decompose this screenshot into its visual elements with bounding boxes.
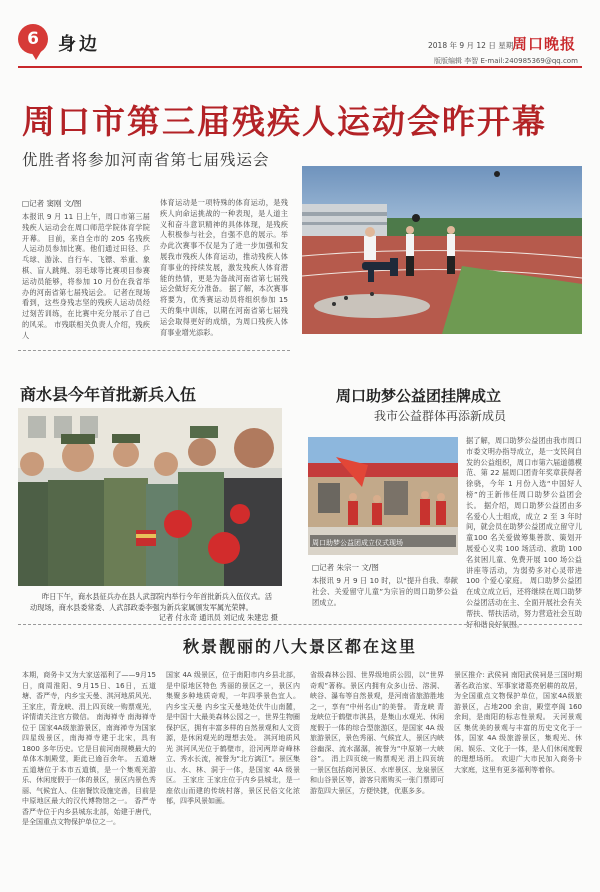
lead-subhead: 优胜者将参加河南省第七届残运会 — [22, 151, 270, 169]
charity-body-right: 据了解，周口助梦公益团由我市周口市委文明办指导成立，是一支民间自发的公益组织，周口市第六届道德模范、第 22 届周口团青年奖章获得者徐骁，今年 1 月份入选“中国好人榜”的王新伟任周口助梦公益团会长。 据介绍，周口助梦公益团由多名爱心人士组成，成立 2 至 3 年时间，就会员在助梦公益团成立留守儿童100 名关爱做筹集善款、策划开展爱心义卖 100 场活动、救助 100 名贫困儿童、免费开展 100 场公益讲座等活动，为弱势多对心灵带进 100 个爱心家庭。 周口助梦公益团 在成立成立后，还将继续在周口助梦公益团活动在主、全面开展社会有关帮扶、帮扶活动，努力营造社会互助好和谐良好氛围。 — [466, 436, 582, 629]
charity-photo-banner: 周口助梦公益团成立仪式现场 — [312, 539, 403, 547]
charity-body-left: 本报讯 9 月 9 日 10 时，以“提升自我、奉献社会、关爱留守儿童”为宗旨的周口助梦公益团成立。 — [312, 576, 458, 607]
lead-headline: 周口市第三届残疾人运动会昨开幕 — [22, 102, 547, 141]
page-badge-pointer — [30, 50, 42, 60]
lead-body-col2: 体育运动是一项特殊的体育运动，是残疾人向命运挑战的一种表现，是人道主义和奋斗意识精神的具体体现，是残疾人积极参与社会，自强不息的展示。举办此次赛事不仅是为了进一步加强和发展我市残疾人体育运动，推动残疾人体育事业的持续发展，激发残疾人体育潜能的热情，更是为备战河南省第七届残运会做好充分准备。 据了解，本次赛事将要为，优秀赛运动员将组织参加 15 天的集中训练，以期在河南省第七届残运会取得更好的成绩，为周口残疾人体育事业增光添彩。 — [160, 198, 288, 337]
scenic-headline: 秋景靓丽的八大景区都在这里 — [182, 637, 417, 656]
charity-headline: 周口助梦公益团挂牌成立 — [336, 387, 502, 405]
newspaper-logo: 周口晚报 — [512, 35, 577, 53]
scenic-col1: 本期，商务卡又为大家送福利了——9月15日，商周淮阳、9月15日、16日，五道塘、香严寺，内乡宝天曼、淇河地质风光、王家庄，青龙峡、涓上四页统一购票观光，详情请关注官方微信。 南海禅寺 南海禅寺位于 国家4A级旅游景区，南海禅寺为国家四星级景区，南海禅寺建于北宋，具有 1800 多年历史。它是目前河南规模最大的单体木制殿堂，距此已逾百余年。 五道塘 五道塘位于本市五道镇，是一个集观光游乐、休闲度假于一体的景区，景区内景色秀丽、气候宜人、住宿餐饮设施完善，目前是中原地区最大的汉代博物馆之一。 香严寺 香严寺位于内乡县城东北部，始建于唐代，是全国重点文物保护单位之一。 — [22, 671, 156, 826]
editor-credits: 版版编辑 李智 E-mail:240985369@qq.com — [434, 57, 578, 65]
divider-rule — [18, 350, 290, 351]
lead-byline: □记者 窦刚 文/图 — [22, 199, 82, 208]
scenic-col3: 省级森林公园、世界级地质公园，以“世界奇观”著称。景区内拥有众多山岳、溶洞、峡谷、瀑布等自然景观，是河南省旅游胜地之一，享有“中州名山”的美誉。 青龙峡 青龙峡位于鹤壁市淇县，是集山水观光、休闲度假于一体的综合型旅游区，是国家 4A 级旅游景区，景色秀丽、气候宜人，景区内峡谷幽深、流水潺潺，被誉为“中原第一大峡谷”。 涓上四页统一购票观光 涓上四页统一景区包括商河景区、水库景区、龙泉景区和山谷景区等，游客只需购买一张门票即可游览四大景区，方便快捷，优惠多多。 — [310, 671, 444, 795]
recruit-caption: 昨日下午，商水县征兵办在县人武部院内举行今年首批新兵入伍仪式。活动现场，商水县委常委、人武部政委李强为新兵家属颁发军属光荣牌。 — [30, 592, 273, 612]
recruit-photo-credit: 记者 付永奇 通讯员 刘记成 朱建忠 摄 — [158, 613, 278, 622]
recruit-headline: 商水县今年首批新兵入伍 — [20, 385, 197, 404]
section-title: 身边 — [58, 34, 100, 55]
recruit-ceremony-photo — [18, 408, 282, 586]
lead-body-col1: 本报讯 9 月 11 日上午，周口市第三届残疾人运动会在周口师范学院体育学院开幕。 目前，来自全市的 205 名残疾人运动员参加比赛。他们通过田径、乒乓球、游泳、自行车、飞镖、举重、象棋、盲人跳绳、羽毛球等比赛项目参赛运动员能够，将参加 10 月份在我省举办的河南省第七届残运会。 记者在现场看到，这些身残志坚的残疾人运动员经过刻苦训练，在比赛中充分展示了自己的风采。 市残联相关负责人介绍，残疾人 — [22, 212, 150, 340]
issue-date: 2018 年 9 月 12 日 星期三 — [428, 41, 521, 50]
scenic-col2: 国家 4A 级景区，位于南阳市内乡县北部，是中原地区特色 秀丽的景区之一，景区内集聚多种地质奇观，一年四季景色宜人。 内乡宝天曼 内乡宝天曼地处伏牛山南麓，是中国十大最美森林公园之一，世界生物圈保护区，拥有丰富多样的自然景观和人文资源，是休闲观光的理想去处。 淇河地质风光 淇河风光位于鹤壁市，沿河两岸奇峰林立、秀水长流，被誉为“北方漓江”。景区集山、水、林、洞于一体，是国家 4A 级景区。 王家庄 王家庄位于内乡县城北，是一座依山而建的传统村落，景区民俗文化浓郁，四季风景如画。 — [166, 671, 300, 805]
divider-rule-2 — [18, 624, 582, 625]
charity-subhead: 我市公益群体再添新成员 — [374, 409, 507, 423]
page-number-badge: 6 — [18, 24, 48, 54]
header-rule — [18, 66, 582, 68]
scenic-col4: 景区推介: 武侯祠 南阳武侯祠是三国时期著名政治家、军事家诸葛亮躬耕的故居，为全国重点文物保护单位，国家4A级旅游景区，占地200 余亩，殿堂亭阁 160 余间，是南阳的标志性景观。 天河景观区 集优美的景观与丰富的历史文化于一体，国家 4A 级旅游景区，集观光、休闲、娱乐、文化于一体，是人们休闲度假的理想场所。 欢迎广大市民加入商务卡大家庭，这里有更多福利等着你。 — [454, 671, 582, 774]
charity-byline: □记者 朱宗一 文/图 — [312, 563, 379, 572]
shot-put-photo — [302, 166, 582, 334]
